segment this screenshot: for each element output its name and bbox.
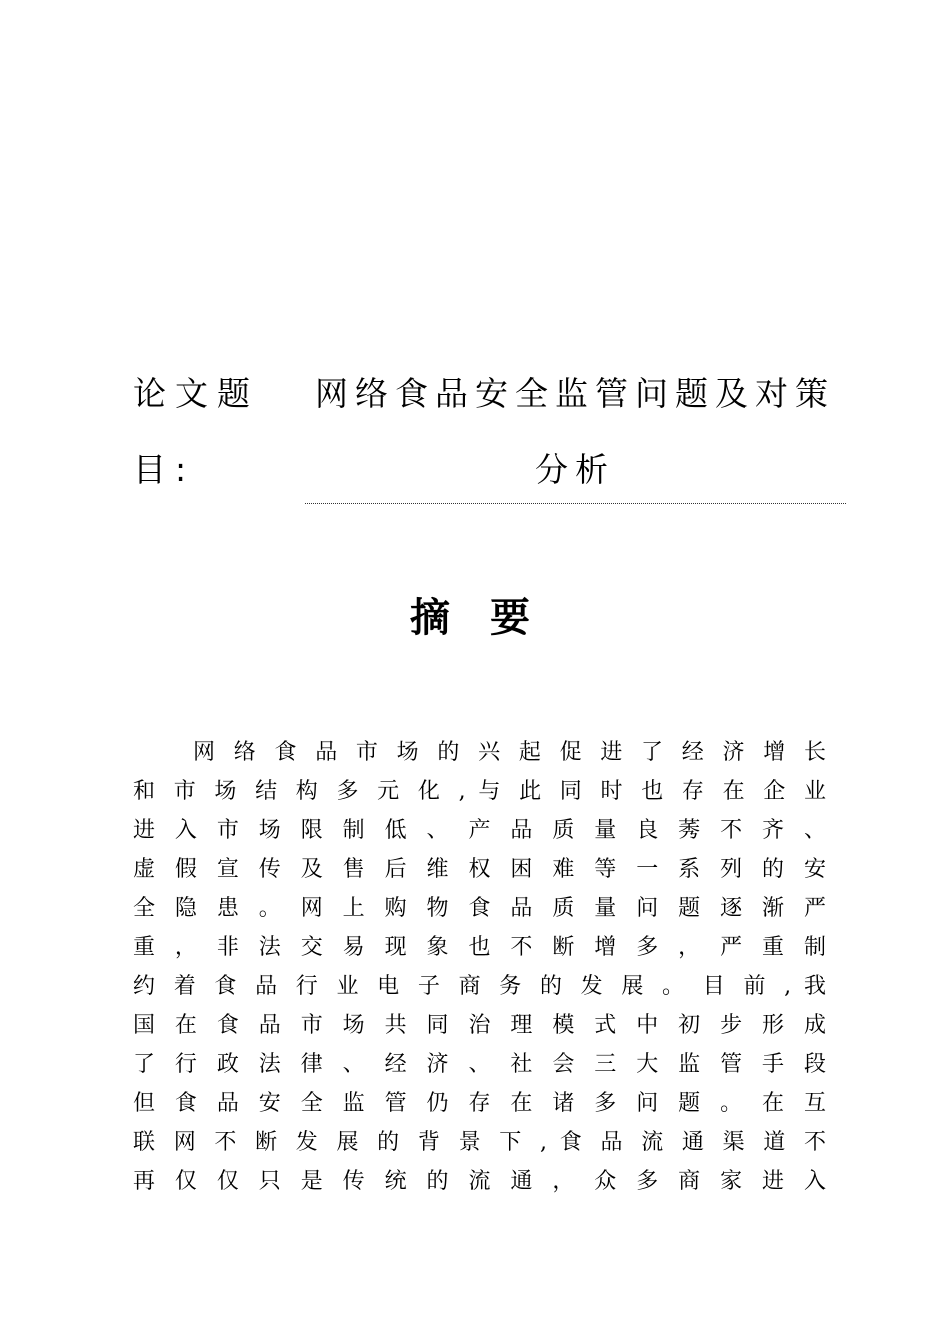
thesis-title-label-line1: 论文题	[133, 374, 259, 413]
abstract-line: 了 行 政 法 律 、 经 济 、 社 会 三 大 监 管 手 段	[133, 1052, 826, 1077]
abstract-line: 联 网 不 断 发 展 的 背 景 下 , 食 品 流 通 渠 道 不	[133, 1130, 826, 1155]
abstract-line: 和 市 场 结 构 多 元 化 , 与 此 同 时 也 存 在 企 业	[133, 779, 826, 804]
thesis-title-value-line1: 网络食品安全监管问题及对策	[315, 374, 835, 413]
abstract-line: 重 ， 非 法 交 易 现 象 也 不 断 增 多 ， 严 重 制	[133, 935, 826, 960]
abstract-line: 但 食 品 安 全 监 管 仍 存 在 诸 多 问 题 。 在 互	[133, 1091, 826, 1116]
abstract-heading: 摘要	[410, 595, 570, 641]
abstract-line: 国 在 食 品 市 场 共 同 治 理 模 式 中 初 步 形 成	[133, 1013, 826, 1038]
abstract-line: 网 络 食 品 市 场 的 兴 起 促 进 了 经 济 增 长	[193, 740, 826, 765]
abstract-line: 全 隐 患 。 网 上 购 物 食 品 质 量 问 题 逐 渐 严	[133, 896, 826, 921]
title-underline	[305, 503, 846, 504]
abstract-body	[133, 733, 826, 1201]
abstract-line: 约 着 食 品 行 业 电 子 商 务 的 发 展 。 目 前 , 我	[133, 974, 826, 999]
abstract-line: 虚 假 宣 传 及 售 后 维 权 困 难 等 一 系 列 的 安	[133, 857, 826, 882]
thesis-title-value-line2: 分析	[535, 450, 615, 489]
abstract-line: 再 仅 仅 只 是 传 统 的 流 通 ， 众 多 商 家 进 入	[133, 1169, 826, 1194]
thesis-title-label-line2: 目:	[133, 450, 196, 489]
abstract-line: 进 入 市 场 限 制 低 、 产 品 质 量 良 莠 不 齐 、	[133, 818, 826, 843]
